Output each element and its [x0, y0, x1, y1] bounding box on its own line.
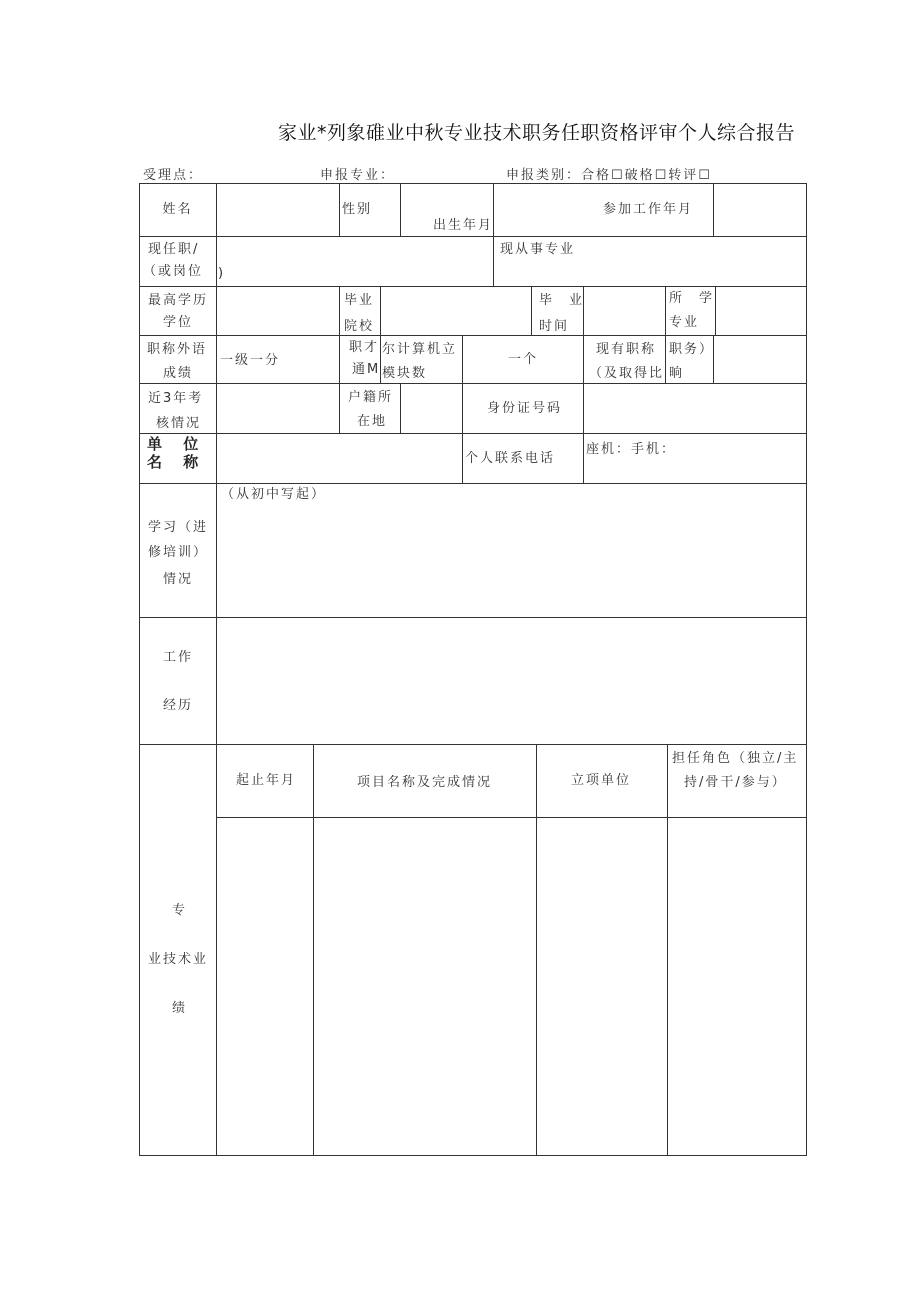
- study-label-1: 学习（进: [148, 520, 209, 535]
- computer-modules-value: 一个: [508, 352, 539, 367]
- phone-value: 座机：手机：: [586, 442, 677, 457]
- achievements-label-1: 专: [172, 903, 188, 918]
- title-label-1: 职才: [349, 340, 380, 355]
- unit-name-label-2: 名 称: [147, 453, 207, 471]
- grad-time-label-2: 时间: [539, 319, 570, 334]
- computer-label-2: 模块数: [382, 366, 428, 381]
- title-label-2: 通M: [352, 362, 381, 377]
- study-label-2: 修培训）: [148, 545, 209, 560]
- gender-label: 性别: [342, 202, 373, 217]
- review-label-2: 核情况: [156, 416, 202, 431]
- name-label: 姓名: [162, 202, 193, 217]
- role-header-2: 持/骨干/参与）: [684, 775, 787, 790]
- current-post-label-2: （或岗位: [143, 264, 204, 279]
- household-label-1: 户籍所: [348, 390, 394, 405]
- foreign-language-label-1: 职称外语: [147, 342, 208, 357]
- achievements-label-3: 绩: [172, 1001, 188, 1016]
- grad-school-label-1: 毕业: [344, 293, 375, 308]
- education-label-2: 学位: [163, 315, 194, 330]
- current-title-label-1: 现有职称: [596, 342, 657, 357]
- foreign-language-label-2: 成绩: [163, 366, 194, 381]
- unit-name-label-1: 单 位: [147, 435, 207, 453]
- current-post-label-3: ): [218, 266, 226, 281]
- work-start-date-label: 参加工作年月: [603, 202, 694, 217]
- id-number-label: 身份证号码: [487, 401, 563, 416]
- achievements-label-2: 业技术业: [148, 952, 209, 967]
- work-experience-label-1: 工作: [163, 650, 194, 665]
- phone-label: 个人联系电话: [465, 451, 556, 466]
- current-post-label-1: 现任职/: [148, 242, 200, 257]
- household-label-2: 在地: [357, 414, 388, 429]
- current-title-label-3: 职务）: [669, 342, 715, 357]
- apply-category-label[interactable]: 申报类别：合格☐破格☐转评☐: [506, 168, 712, 183]
- grad-time-label-1: 毕 业: [539, 293, 585, 308]
- education-label-1: 最高学历: [148, 293, 209, 308]
- project-header: 项目名称及完成情况: [357, 775, 493, 790]
- birth-date-label: 出生年月: [433, 218, 494, 233]
- review-label-1: 近3年考: [148, 391, 204, 406]
- studied-major-label-1: 所 学: [669, 291, 715, 306]
- current-title-label-4: 晌: [669, 366, 685, 381]
- study-hint: （从初中写起）: [221, 487, 327, 502]
- foreign-language-value: 一级一分: [220, 353, 281, 368]
- study-label-3: 情况: [163, 572, 194, 587]
- project-unit-header: 立项单位: [571, 773, 632, 788]
- work-experience-label-2: 经历: [163, 698, 194, 713]
- role-header-1: 担任角色（独立/主: [672, 751, 799, 766]
- computer-label-1: 尔计算机立: [382, 342, 458, 357]
- current-major-label: 现从事专业: [500, 242, 576, 257]
- period-header: 起止年月: [236, 773, 297, 788]
- page-title: 家业*列象碓业中秋专业技术职务任职资格评审个人综合报告: [278, 122, 796, 144]
- apply-major-label: 申报专业：: [320, 168, 396, 183]
- accept-point-label: 受理点：: [143, 168, 204, 183]
- current-title-label-2: （及取得比: [589, 366, 665, 381]
- studied-major-label-2: 专业: [669, 315, 700, 330]
- grad-school-label-2: 院校: [344, 319, 375, 334]
